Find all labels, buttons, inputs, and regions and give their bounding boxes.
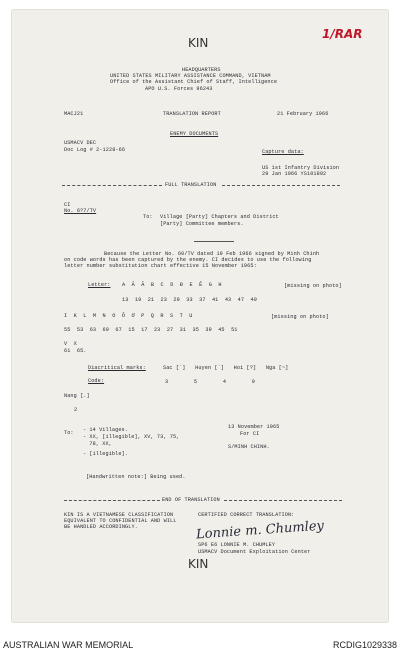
numbers-row-1: 13 19 21 23 29 33 37 41 43 47 49 bbox=[122, 297, 257, 303]
distribution-label: To: bbox=[64, 430, 74, 436]
kin-stamp-top: KIN bbox=[188, 36, 209, 50]
short-rule bbox=[194, 241, 234, 242]
header-apo: APO U.S. Forces 96243 bbox=[145, 86, 213, 92]
capture-unit: US 1st Infantry Division bbox=[262, 165, 340, 171]
diacritical-label: Diacritical marks: bbox=[88, 365, 146, 371]
body-line-2: on code words has been captured by the enemy. CI decides to use the following bbox=[64, 257, 312, 263]
numbers-row-2: 55 53 63 69 67 15 17 23 27 31 35 39 45 51 bbox=[64, 327, 238, 333]
to-line-1: Village [Party] Chapters and District bbox=[160, 214, 279, 220]
capture-date: 29 Jan 1966 YS101892 bbox=[262, 171, 327, 177]
ref-mark: 1/RAR bbox=[322, 27, 363, 41]
divider bbox=[222, 185, 340, 186]
missing-note-2: [missing on photo] bbox=[271, 314, 329, 320]
header-office: Office of the Assistant Chief of Staff, Intelligence bbox=[110, 79, 278, 85]
handwritten-note: [Handwritten note:] Being used. bbox=[86, 474, 186, 480]
classification-line-1: KIN IS A VIETNAMESE CLASSIFICATION bbox=[64, 512, 174, 518]
archive-id: RCDIG1029338 bbox=[332, 640, 397, 650]
divider bbox=[224, 500, 342, 501]
distribution-line-4: - [illegible]. bbox=[83, 451, 128, 457]
distribution-line-2: - XX, [illegible], XV, 73, 75, bbox=[83, 434, 180, 440]
letters-row-1: A Ă Â B C D Đ E Ê G H bbox=[122, 282, 222, 288]
classification-line-3: BE HANDLED ACCORDINGLY. bbox=[64, 524, 138, 530]
body-line-3: letter number substitution chart effective 15 November 1965: bbox=[64, 263, 257, 269]
numbers-row-3: 61 65. bbox=[64, 348, 87, 354]
classification-line-2: EQUIVALENT TO CONFIDENTIAL AND WILL bbox=[64, 518, 177, 524]
diacritical-marks: Sac [´] Huyen [`] Hoi [?] Nga [~] bbox=[163, 365, 289, 371]
nang-code: 2 bbox=[74, 407, 78, 413]
ci-number: No. 6?7/TV bbox=[64, 208, 97, 214]
letters-row-2: I K L M N O Ô Ơ P Q R S T U bbox=[64, 313, 193, 319]
category: ENEMY DOCUMENTS bbox=[170, 131, 219, 137]
report-date: 21 February 1966 bbox=[277, 111, 329, 117]
mac-code: MACJ21 bbox=[64, 111, 84, 117]
sign-date: 13 November 1965 bbox=[228, 424, 280, 430]
translator-signature: Lonnie m. Chumley bbox=[195, 518, 325, 543]
header-command: UNITED STATES MILITARY ASSISTANCE COMMAND, VIETNAM bbox=[110, 73, 271, 79]
letters-row-3: V X bbox=[64, 341, 77, 347]
missing-note-1: [missing on photo] bbox=[284, 283, 342, 289]
signatory: S/MINH CHINH. bbox=[228, 444, 270, 450]
certified-label: CERTIFIED CORRECT TRANSLATION: bbox=[198, 512, 295, 518]
org: USMACV DEC bbox=[64, 140, 97, 146]
translator-unit: USMACV Document Exploitation Center bbox=[198, 549, 311, 555]
distribution-line-1: - 14 Villages. bbox=[83, 427, 128, 433]
divider bbox=[64, 500, 160, 501]
sign-for: For CI bbox=[240, 431, 260, 437]
end-of-translation: END OF TRANSLATION bbox=[162, 497, 220, 503]
translator-name: SP6 E6 LONNIE M. CHUMLEY bbox=[198, 542, 276, 548]
capture-label: Capture data: bbox=[262, 149, 304, 155]
to-line-2: [Party] Committee members. bbox=[160, 221, 244, 227]
ci-label: CI bbox=[64, 202, 71, 208]
kin-stamp-bottom: KIN bbox=[188, 557, 209, 571]
nang-mark: Nang [.] bbox=[64, 393, 90, 399]
archive-credit: AUSTRALIAN WAR MEMORIAL bbox=[3, 640, 134, 650]
letter-label: Letter: bbox=[88, 282, 111, 288]
report-type: TRANSLATION REPORT bbox=[163, 111, 221, 117]
body-line-1: Because the Letter No. 60/TV dated 19 Feb 1966 signed by Minh Chinh bbox=[104, 251, 320, 257]
doc-log: Doc Log # 2-1228-66 bbox=[64, 147, 126, 153]
to-label: To: bbox=[143, 214, 153, 220]
distribution-line-3: 78, XX, bbox=[83, 441, 112, 447]
divider bbox=[62, 185, 162, 186]
full-translation-label: FULL TRANSLATION bbox=[165, 182, 217, 188]
code-label: Code: bbox=[88, 378, 105, 384]
diacritical-codes: 3 5 4 9 bbox=[165, 379, 255, 385]
header-hq: HEADQUARTERS bbox=[182, 67, 221, 73]
